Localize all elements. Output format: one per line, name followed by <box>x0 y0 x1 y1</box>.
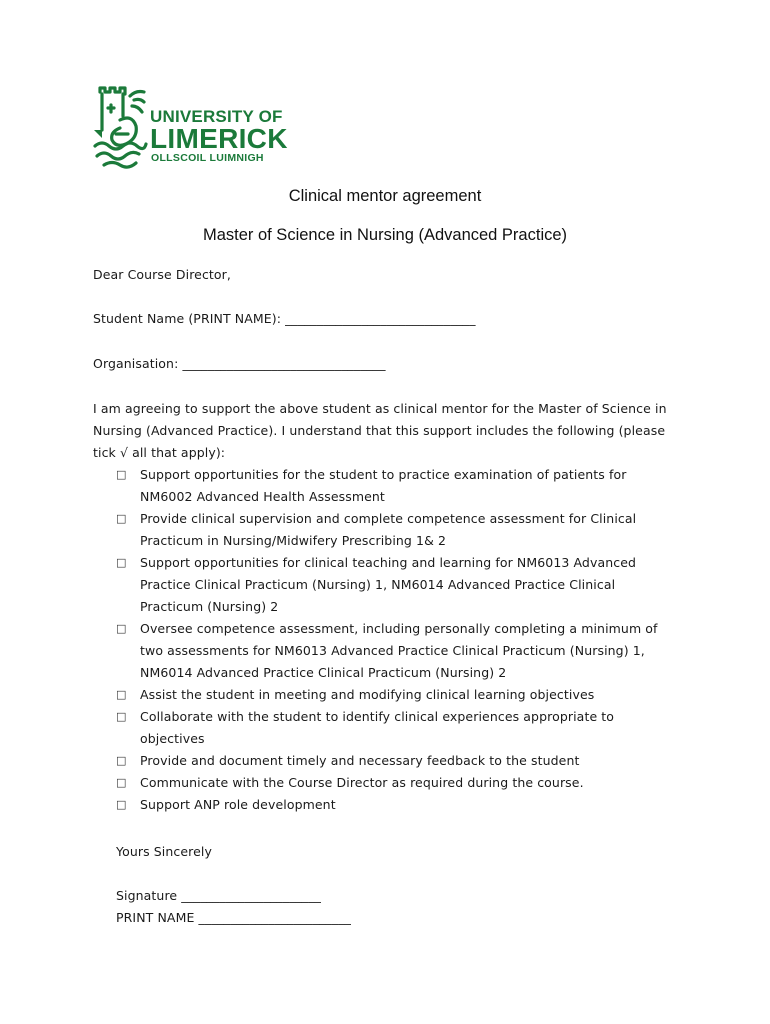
logo-line-ollscoil: OLLSCOIL LUIMNIGH <box>151 152 264 164</box>
checklist-item <box>116 552 676 618</box>
checklist-item <box>116 750 676 772</box>
organisation-field[interactable]: Organisation: ________________________________ <box>93 356 386 371</box>
checkbox[interactable]: □ <box>116 798 127 811</box>
checklist-item <box>116 508 676 552</box>
checklist-item-text: Support ANP role development <box>140 797 336 812</box>
university-crest-icon <box>92 86 148 170</box>
checklist-item-text: Oversee competence assessment, including personally completing a minimum of two assessments for NM6013 Advanced Practice Clinical Practicum (Nursing) 1, NM6014 Advanced Practice Clinical Practicum (Nursing) 2 <box>140 621 658 680</box>
checkbox[interactable]: □ <box>116 556 127 569</box>
agreement-checklist <box>116 464 676 816</box>
checklist-item <box>116 684 676 706</box>
checklist-item-text: Provide and document timely and necessary feedback to the student <box>140 753 580 768</box>
logo-line-university-of: UNIVERSITY OF <box>150 107 283 126</box>
signature-field[interactable]: Signature ______________________ <box>116 888 321 903</box>
checkbox[interactable]: □ <box>116 688 127 701</box>
closing: Yours Sincerely <box>116 844 212 859</box>
student-name-field[interactable]: Student Name (PRINT NAME): ______________________________ <box>93 311 476 326</box>
checkbox[interactable]: □ <box>116 710 127 723</box>
print-name-field[interactable]: PRINT NAME ________________________ <box>116 910 351 925</box>
checklist-item-text: Support opportunities for clinical teaching and learning for NM6013 Advanced Practice Clinical Practicum (Nursing) 1, NM6014 Advanced Practice Clinical Practicum (Nursing) 2 <box>140 555 637 614</box>
university-logo <box>92 86 292 170</box>
checklist-item-text: Collaborate with the student to identify clinical experiences appropriate to objectives <box>140 709 615 746</box>
checklist-item-text: Assist the student in meeting and modifying clinical learning objectives <box>140 687 595 702</box>
salutation: Dear Course Director, <box>93 267 231 282</box>
checklist-item-text: Provide clinical supervision and complete competence assessment for Clinical Practicum in Nursing/Midwifery Prescribing 1& 2 <box>140 511 637 548</box>
logo-line-limerick: LIMERICK <box>150 123 288 154</box>
checkbox[interactable]: □ <box>116 468 127 481</box>
checklist-item-text: Support opportunities for the student to practice examination of patients for NM6002 Advanced Health Assessment <box>140 467 627 504</box>
checkbox[interactable]: □ <box>116 776 127 789</box>
checklist-item <box>116 464 676 508</box>
checklist-item <box>116 794 676 816</box>
checklist-item <box>116 618 676 684</box>
intro-paragraph: I am agreeing to support the above student as clinical mentor for the Master of Science in Nursing (Advanced Practice). I understand that this support includes the following (please tick √ all that apply): <box>93 401 667 460</box>
document-title: Clinical mentor agreement <box>288 187 482 205</box>
checklist-item <box>116 706 676 750</box>
checkbox[interactable]: □ <box>116 754 127 767</box>
document-subtitle: Master of Science in Nursing (Advanced Practice) <box>202 226 568 244</box>
checkbox[interactable]: □ <box>116 512 127 525</box>
checklist-item-text: Communicate with the Course Director as required during the course. <box>140 775 584 790</box>
checklist-item <box>116 772 676 794</box>
checkbox[interactable]: □ <box>116 622 127 635</box>
